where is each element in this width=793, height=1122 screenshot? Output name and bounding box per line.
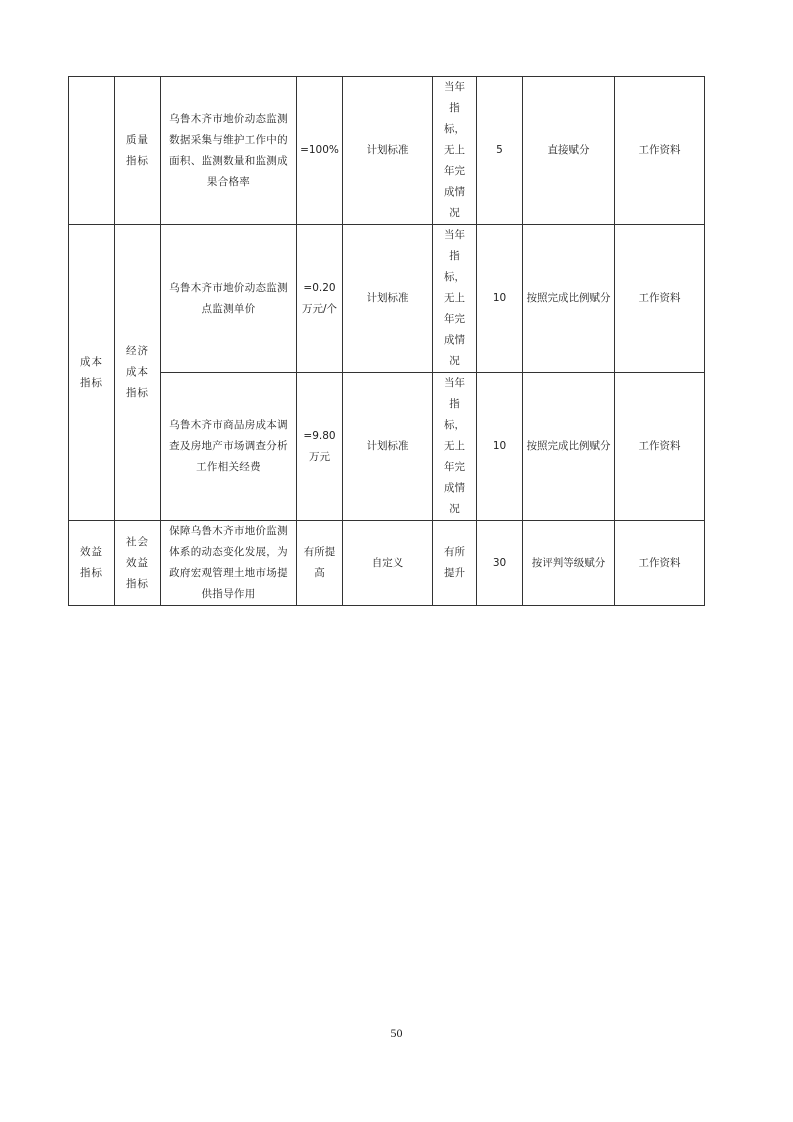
indicator-cell: 乌鲁木齐市地价动态监测点监测单价 [161, 225, 297, 373]
value-source-cell: 当年指标，无上年完成情况 [433, 225, 477, 373]
level1-cell: 成本指标 [69, 225, 115, 521]
level1-cell: 效益指标 [69, 521, 115, 606]
level2-cell: 社会效益指标 [115, 521, 161, 606]
evidence-cell: 工作资料 [615, 77, 705, 225]
level1-cell [69, 77, 115, 225]
target-cell: 有所提高 [297, 521, 343, 606]
indicator-cell: 乌鲁木齐市地价动态监测数据采集与维护工作中的面积、监测数量和监测成果合格率 [161, 77, 297, 225]
evidence-cell: 工作资料 [615, 521, 705, 606]
target-cell: =100% [297, 77, 343, 225]
table-row [69, 373, 705, 521]
scoring-cell: 按评判等级赋分 [523, 521, 615, 606]
table-row [69, 521, 705, 606]
table-row [69, 225, 705, 373]
basis-cell: 计划标准 [343, 77, 433, 225]
scoring-cell: 按照完成比例赋分 [523, 373, 615, 521]
level2-cell: 质量指标 [115, 77, 161, 225]
basis-cell: 计划标准 [343, 373, 433, 521]
page-number: 50 [390, 1026, 403, 1040]
scoring-cell: 按照完成比例赋分 [523, 225, 615, 373]
indicator-cell: 乌鲁木齐市商品房成本调查及房地产市场调查分析工作相关经费 [161, 373, 297, 521]
target-cell: =9.80万元 [297, 373, 343, 521]
value-source-cell: 有所提升 [433, 521, 477, 606]
weight-cell: 10 [477, 225, 523, 373]
evidence-cell: 工作资料 [615, 373, 705, 521]
weight-cell: 10 [477, 373, 523, 521]
value-source-cell: 当年指标，无上年完成情况 [433, 77, 477, 225]
target-cell: =0.20万元/个 [297, 225, 343, 373]
table-row [69, 77, 705, 225]
evidence-cell: 工作资料 [615, 225, 705, 373]
value-source-cell: 当年指标，无上年完成情况 [433, 373, 477, 521]
performance-indicator-table [68, 76, 705, 606]
scoring-cell: 直接赋分 [523, 77, 615, 225]
basis-cell: 计划标准 [343, 225, 433, 373]
weight-cell: 5 [477, 77, 523, 225]
indicator-cell: 保障乌鲁木齐市地价监测体系的动态变化发展，为政府宏观管理土地市场提供指导作用 [161, 521, 297, 606]
basis-cell: 自定义 [343, 521, 433, 606]
weight-cell: 30 [477, 521, 523, 606]
level2-cell: 经济成本指标 [115, 225, 161, 521]
